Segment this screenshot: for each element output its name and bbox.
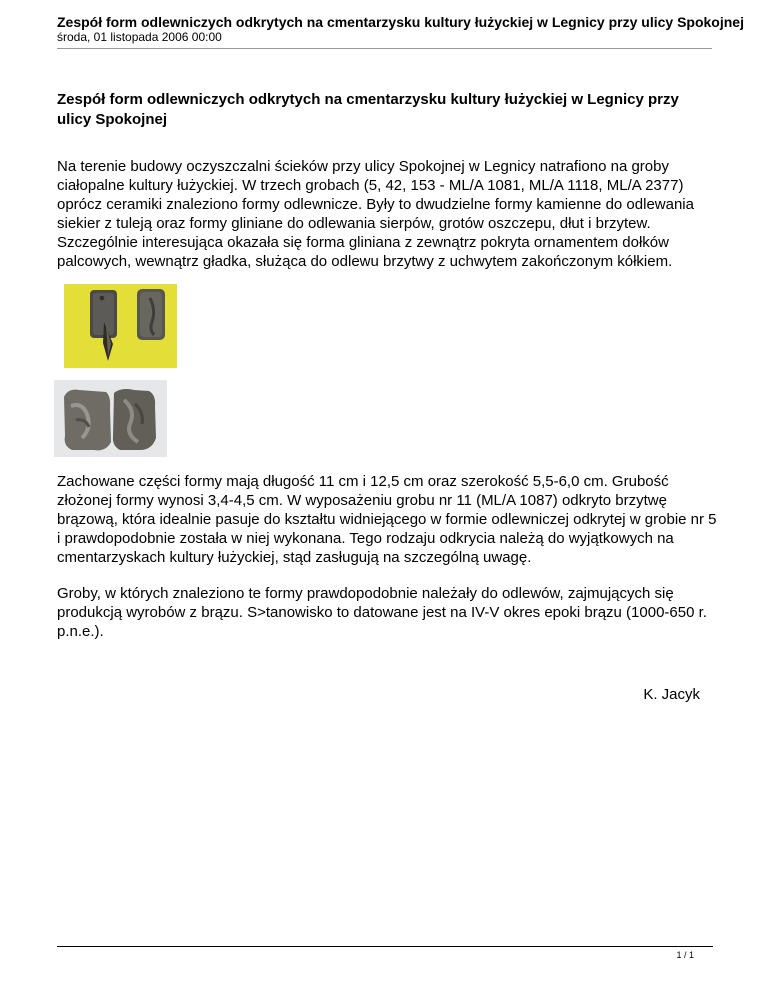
header-title: Zespół form odlewniczych odkrytych na cmentarzysku kultury łużyckiej w Legnicy przy ulicy Spokojnej — [57, 14, 744, 30]
article-title: Zespół form odlewniczych odkrytych na cmentarzysku kultury łużyckiej w Legnicy przy ulicy Spokojnej — [57, 91, 679, 128]
mould-photo-yellow-background — [64, 284, 177, 368]
article-paragraph-3: Groby, w których znaleziono te formy prawdopodobnie należały do odlewów, zajmujących się produkcją wyrobów z brązu. S>tanowisko to datowane jest na IV-V okres epoki brązu (1000-650 r. p.n.e.). — [57, 585, 707, 640]
page-number: 1 / 1 — [676, 950, 694, 960]
article-paragraph-1: Na terenie budowy oczyszczalni ścieków przy ulicy Spokojnej w Legnicy natrafiono na groby ciałopalne kultury łużyckiej. W trzech grobach (5, 42, 153 - ML/A 1081, ML/A 1118, ML/A 2377) oprócz ceramiki znaleziono formy odlewnicze. Były to dwudzielne formy kamienne do odlewania siekier z tuleją oraz formy gliniane do odlewania sierpów, grotów oszczepu, dłut i brzytew. Szczególnie interesująca okazała się forma gliniana z zewnątrz pokryta ornamentem dołków palcowych, wewnątrz gładka, służąca do odlewu brzytwy z uchwytem zakończonym kółkiem. — [57, 158, 694, 270]
header-divider — [57, 48, 712, 49]
header-date: środa, 01 listopada 2006 00:00 — [57, 30, 222, 44]
mould-photo-grey-background — [54, 380, 167, 457]
article-author: K. Jacyk — [643, 686, 700, 703]
article-paragraph-2: Zachowane części formy mają długość 11 cm i 12,5 cm oraz szerokość 5,5-6,0 cm. Grubość złożonej formy wynosi 3,4-4,5 cm. W wyposażeniu grobu nr 11 (ML/A 1087) odkryto brzytwę brązową, która idealnie pasuje do kształtu widniejącego w formie odlewniczej odkrytej w grobie nr 5 i prawdopodobnie została w niej wykonana. Tego rodzaju odkrycia należą do wyjątkowych na cmentarzyskach kultury łużyckiej, stąd zasługują na szczególną uwagę. — [57, 473, 717, 566]
footer-divider — [57, 946, 713, 947]
